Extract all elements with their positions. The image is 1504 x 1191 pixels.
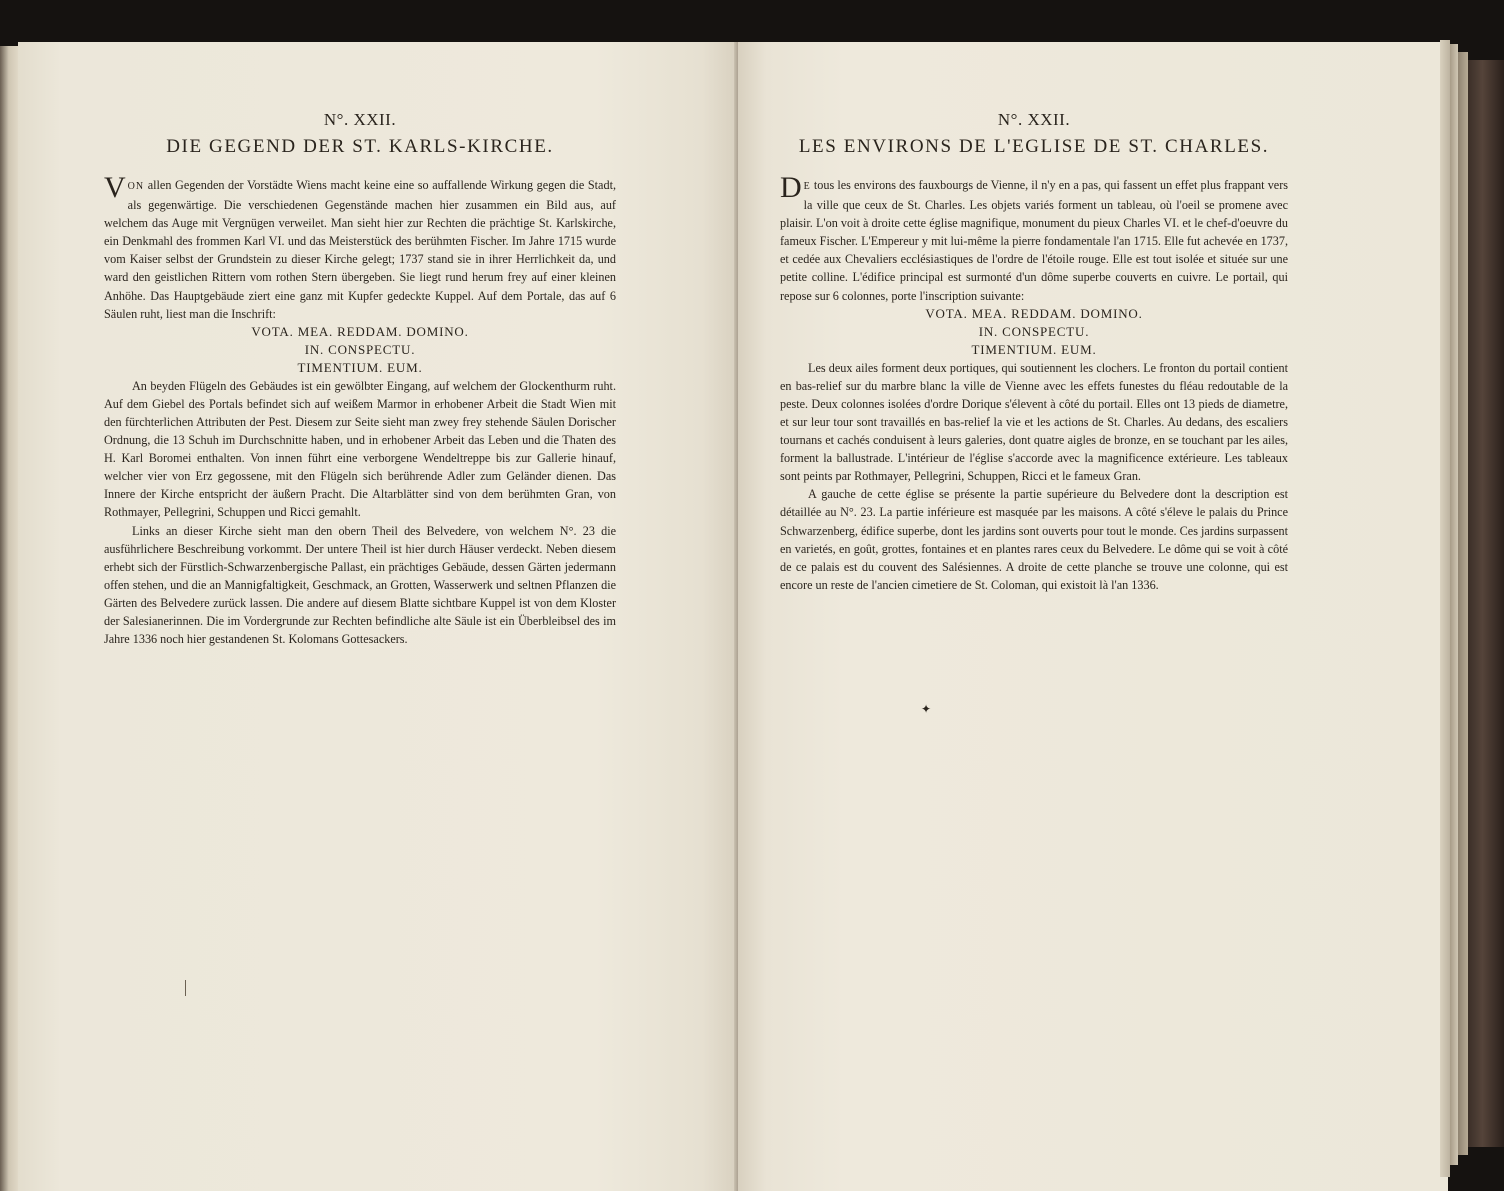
open-book [0,38,1504,1191]
ornament-icon: ✦ [921,702,932,716]
inscription-line: IN. CONSPECTU. [978,323,1090,339]
paragraph-2-french: Les deux ailes forment deux portiques, qui soutiennent les clochers. Le fronton du portail contient en bas-relief sur du marbre blanc la ville de Vienne avec les effets funestes du fléau redoutable de la peste. Deux colonnes isolées d'ordre Dorique s'élevent à côté du portail. Elles ont 13 pieds de diametre, et sur leur tour sont travaillés en bas-relief la vie et les actions de St. Charles. Au dedans, des escaliers tournans et cachés conduisent à leurs galeries, dont quatre aigles de bronze, en se touchant par les ailes, forment la ballustrade. L'intérieur de l'église s'accorde avec la magnificence extérieure. Les tableaux sont peints par Rothmayer, Pellegrini, Schuppen, Ricci et le fameux Gran. [780,360,1288,484]
page-stack-edge [1440,38,1504,1191]
paragraph-body: tous les environs des fauxbourgs de Vienne, il n'y en a pas, qui fassent un effet plus frappant vers la ville que ceux de St. Charles. Les objets variés forment un tableau, où l'oeil se promene avec plaisir. L'on voit à droite cette église magnifique, monument du pieux Charles VI. et le chef-d'oeuvre du fameux Fischer. L'Empereur y mit lui-même la pierre fondamentale l'an 1715. Elle fut achevée en 1737, et cedée aux Chevaliers ecclésiastiques de l'ordre de l'étoile rouge. Elle est tout isolée et située sur une petite colline. L'édifice principal est surmonté d'un dôme superbe couverts en cuivre. Le portail, qui repose sur 6 colonnes, porte l'inscription suivante: [780,178,1288,303]
paragraph-1-german [104,171,616,323]
lead-in: E [803,181,811,192]
inscription-line: VOTA. MEA. REDDAM. DOMINO. [251,323,469,339]
paragraph-3-french: A gauche de cette église se présente la partie supérieure du Belvedere dont la description est détaillée au N°. 23. La partie inférieure est masquée par les maisons. A côté s'éleve le palais du Prince Schwarzenberg, édifice superbe, dont les jardins sont ouverts pour tout le monde. Ces jardins surpassent en varietés, en goût, grottes, fontaines et en plantes rares ceux du Belvedere. Le dôme qui se voit à côté de ce palais est du couvent des Salésiennes. A droite de cette planche se trouve une colonne, qui est encore un reste de l'ancien cimetiere de St. Coloman, qui existoit là l'an 1336. [780,487,1288,592]
inscription-line: IN. CONSPECTU. [304,341,416,357]
paragraph-body: allen Gegenden der Vorstädte Wiens macht keine eine so auffallende Wirkung gegen die Stadt, als gegenwärtige. Die verschiedenen Gegenstände machen hier zusammen ein Bild aus, auf welchem das Auge mit Vergnügen verweilet. Man sieht hier zur Rechten die prächtige St. Karlskirche, ein Denkmahl des frommen Karl VI. und das Meisterstück des berühmten Fischer. Im Jahre 1715 wurde vom Kaiser selbst der Grundstein zu dieser Kirche gelegt; 1737 stand sie in ihrer Herrlichkeit da, und ward den geistlichen Rittern vom rothen Stern übergeben. Sie liegt rund herum frey auf einer kleinen Anhöhe. Das Hauptgebäude ziert eine ganz mit Kupfer gedeckte Kuppel. Auf dem Portale, das auf 6 Säulen ruht, liest man die Inschrift: [104,178,616,321]
page-edge-layer [1458,52,1468,1155]
plate-number-german: N°. XXII. [323,110,397,129]
inscription-line: TIMENTIUM. EUM. [297,359,423,375]
paragraph-2-german: An beyden Flügeln des Gebäudes ist ein gewölbter Eingang, auf welchem der Glockenthurm ruht. Auf dem Giebel des Portals befindet sich auf weißem Marmor in erhobener Arbeit die Stadt Wien mit den fürchterlichen Attributen der Pest. Diesem zur Seite sieht man zwey frey stehende Säulen Dorischer Ordnung, die 13 Schuh im Durchschnitte haben, und in erhobener Arbeit das Leben und die Thaten des H. Karl Boromei enthalten. Von innen führt eine verborgene Wendeltreppe bis zur Gallerie hinauf, welcher vier von Erz gegossene, mit den Flügeln sich berührende Adler zum Geländer dienen. Das Innere der Kirche entspricht der äußern Pracht. Die Altarblätter sind von dem berühmten Gran, von Rothmayer, Pellegrini, Schuppen und Ricci gemahlt. [104,378,616,520]
margin-mark [185,980,186,996]
french-text-column [780,104,1288,594]
drop-cap-letter: D [780,171,802,204]
inscription-line: TIMENTIUM. EUM. [971,341,1097,357]
paragraph-3-german: Links an dieser Kirche sieht man den obern Theil des Belvedere, von welchem N°. 23 die ausführlichere Beschreibung vorkommt. Der untere Theil ist hier durch Häuser verdeckt. Neben diesem erhebt sich der Fürstlich-Schwarzenbergische Pallast, ein prächtiges Gebäude, dessen Gärten jedermann offen stehen, und die an Mannigfaltigkeit, Geschmack, an Grotten, Wasserwerk und seltnen Pflanzen die Gärten des Belvedere zurück lassen. Die andere auf diesem Blatte sichtbare Kuppel ist von dem Kloster der Salesianerinnen. Die im Vordergrunde zur Rechten befindliche alte Säule ist ein Überbleibsel des im Jahre 1336 noch hier gestandenen St. Kolomans Gottesackers. [104,523,616,647]
right-page [738,42,1448,1191]
title-german: DIE GEGEND DER ST. KARLS-KIRCHE. [166,136,554,157]
plate-number-french: N°. XXII. [997,110,1071,129]
left-page [18,42,738,1191]
inscription-line: VOTA. MEA. REDDAM. DOMINO. [925,305,1143,321]
lead-in: ON [127,181,145,192]
paragraph-1-french [780,171,1288,305]
german-text-column [104,104,616,648]
book-cover-edge [1468,60,1504,1147]
page-edge-layer [1440,40,1450,1177]
title-french: LES ENVIRONS DE L'EGLISE DE ST. CHARLES. [798,136,1270,157]
page-edge-layer [1450,44,1458,1165]
drop-cap-letter: V [104,171,126,204]
